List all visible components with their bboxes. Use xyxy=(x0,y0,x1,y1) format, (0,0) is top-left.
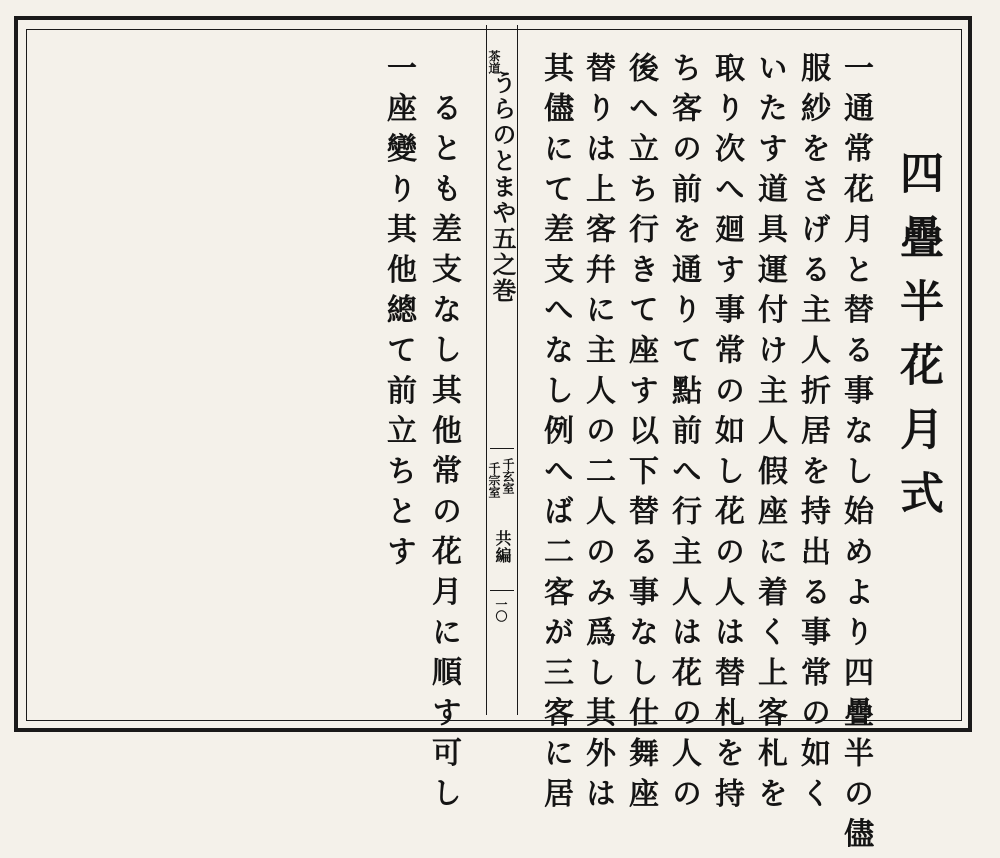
body-line: 其儘にて差支へなし例へば二客が三客に居 xyxy=(538,52,573,818)
body-line: 一通常花月と替る事なし始めより四疊半の儘 xyxy=(838,52,873,858)
gutter-editor-1: 千玄室 xyxy=(501,458,515,494)
gutter-page-number: 一〇 xyxy=(494,598,508,622)
gutter-book-title: うらのとまや五之巻 xyxy=(488,70,517,304)
section-title: 四疊半花月式 xyxy=(892,150,943,534)
body-line: 後へ立ち行きて座す以下替る事なし仕舞座 xyxy=(623,52,658,818)
body-line: 服紗をさげる主人折居を持出る事常の如く xyxy=(795,52,830,818)
gutter-divider-bottom xyxy=(490,590,514,591)
body-line: 取り次へ廻す事常の如し花の人は替札を持 xyxy=(709,52,744,818)
body-line: 一座變り其他總て前立ちとす xyxy=(381,52,416,576)
gutter-series-label: 茶道 xyxy=(487,50,501,74)
gutter-divider-top xyxy=(490,448,514,449)
body-line: るとも差支なし其他常の花月に順す可し xyxy=(426,92,461,818)
body-line: ち客の前を通りて點前へ行主人は花の人の xyxy=(666,52,701,818)
gutter-editors-suffix: 共編 xyxy=(493,530,512,564)
body-line: いたす道具運付け主人假座に着く上客札を xyxy=(752,52,787,818)
gutter-editor-2: 千宗室 xyxy=(487,462,501,498)
body-line: 替りは上客幷に主人の二人のみ爲し其外は xyxy=(580,52,615,818)
